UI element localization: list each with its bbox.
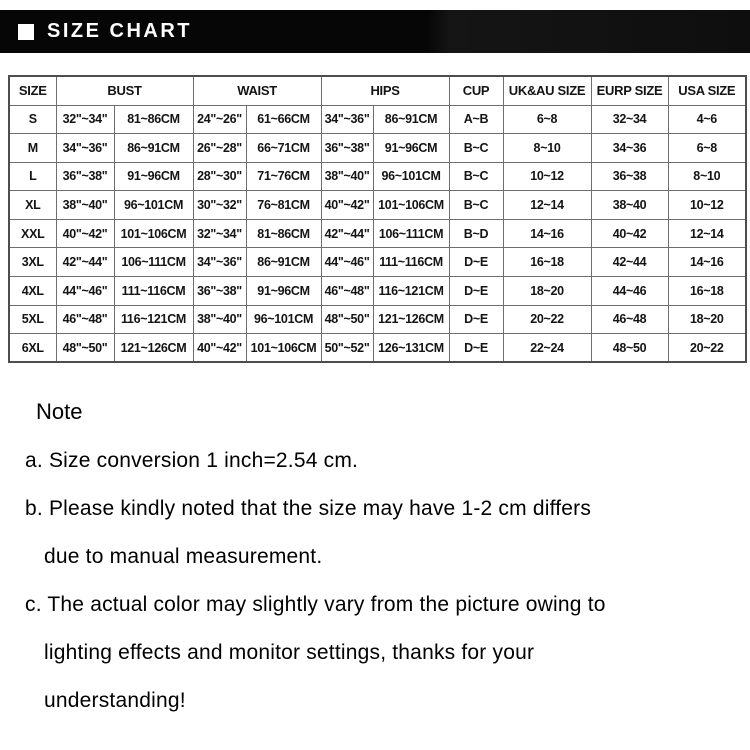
value-cell: 86~91CM <box>114 134 193 163</box>
note-line: c. The actual color may slightly vary from the picture owing to <box>25 593 606 617</box>
column-header: WAIST <box>193 76 321 105</box>
value-cell: 86~91CM <box>246 248 321 277</box>
size-cell: M <box>9 134 56 163</box>
size-cell: 3XL <box>9 248 56 277</box>
table-row <box>9 305 746 334</box>
note-line: a. Size conversion 1 inch=2.54 cm. <box>25 449 359 473</box>
value-cell: 121~126CM <box>373 305 449 334</box>
value-cell: 4~6 <box>668 105 746 134</box>
value-cell: 71~76CM <box>246 162 321 191</box>
value-cell: 50"~52" <box>321 334 373 363</box>
value-cell: 101~106CM <box>373 191 449 220</box>
value-cell: 42"~44" <box>56 248 114 277</box>
value-cell: 12~14 <box>503 191 591 220</box>
value-cell: 14~16 <box>503 219 591 248</box>
value-cell: A~B <box>449 105 503 134</box>
table-row <box>9 134 746 163</box>
value-cell: 32"~34" <box>193 219 246 248</box>
value-cell: 38"~40" <box>193 305 246 334</box>
table-row <box>9 105 746 134</box>
value-cell: 44~46 <box>591 277 668 306</box>
value-cell: 42~44 <box>591 248 668 277</box>
page-title: SIZE CHART <box>47 20 192 42</box>
table-row <box>9 219 746 248</box>
value-cell: 8~10 <box>668 162 746 191</box>
size-cell: S <box>9 105 56 134</box>
table-row <box>9 277 746 306</box>
column-header: HIPS <box>321 76 449 105</box>
value-cell: 30"~32" <box>193 191 246 220</box>
value-cell: 20~22 <box>668 334 746 363</box>
table-header-row <box>9 76 746 105</box>
value-cell: 126~131CM <box>373 334 449 363</box>
value-cell: 76~81CM <box>246 191 321 220</box>
value-cell: 48~50 <box>591 334 668 363</box>
value-cell: 106~111CM <box>114 248 193 277</box>
value-cell: 66~71CM <box>246 134 321 163</box>
value-cell: 24"~26" <box>193 105 246 134</box>
table-row <box>9 334 746 363</box>
notes-section <box>0 400 750 712</box>
value-cell: 96~101CM <box>114 191 193 220</box>
note-line: understanding! <box>44 689 186 713</box>
value-cell: D~E <box>449 277 503 306</box>
value-cell: 91~96CM <box>246 277 321 306</box>
value-cell: 46~48 <box>591 305 668 334</box>
size-cell: 6XL <box>9 334 56 363</box>
table-row <box>9 248 746 277</box>
size-cell: 5XL <box>9 305 56 334</box>
value-cell: 116~121CM <box>114 305 193 334</box>
size-cell: XXL <box>9 219 56 248</box>
size-cell: XL <box>9 191 56 220</box>
value-cell: 38"~40" <box>321 162 373 191</box>
value-cell: 8~10 <box>503 134 591 163</box>
notes-title: Note <box>36 399 83 425</box>
square-bullet-icon <box>18 24 34 40</box>
value-cell: B~C <box>449 162 503 191</box>
value-cell: 91~96CM <box>114 162 193 191</box>
value-cell: 34"~36" <box>193 248 246 277</box>
note-line: b. Please kindly noted that the size may have 1-2 cm differs <box>25 497 592 521</box>
value-cell: 111~116CM <box>373 248 449 277</box>
column-header: UK&AU SIZE <box>503 76 591 105</box>
notes-list <box>0 449 750 712</box>
value-cell: 26"~28" <box>193 134 246 163</box>
value-cell: 22~24 <box>503 334 591 363</box>
value-cell: 18~20 <box>668 305 746 334</box>
value-cell: D~E <box>449 305 503 334</box>
value-cell: 40~42 <box>591 219 668 248</box>
value-cell: 16~18 <box>668 277 746 306</box>
size-chart-page <box>0 10 750 750</box>
value-cell: D~E <box>449 248 503 277</box>
value-cell: 91~96CM <box>373 134 449 163</box>
value-cell: 6~8 <box>503 105 591 134</box>
value-cell: 28"~30" <box>193 162 246 191</box>
value-cell: 96~101CM <box>373 162 449 191</box>
column-header: BUST <box>56 76 193 105</box>
size-chart-table <box>8 75 747 363</box>
column-header: SIZE <box>9 76 56 105</box>
value-cell: 81~86CM <box>114 105 193 134</box>
size-cell: 4XL <box>9 277 56 306</box>
value-cell: 32~34 <box>591 105 668 134</box>
value-cell: 40"~42" <box>321 191 373 220</box>
table-row <box>9 191 746 220</box>
value-cell: 10~12 <box>668 191 746 220</box>
value-cell: 40"~42" <box>193 334 246 363</box>
value-cell: 16~18 <box>503 248 591 277</box>
value-cell: B~C <box>449 191 503 220</box>
value-cell: 101~106CM <box>246 334 321 363</box>
note-line: due to manual measurement. <box>44 545 323 569</box>
value-cell: 32"~34" <box>56 105 114 134</box>
value-cell: 36~38 <box>591 162 668 191</box>
value-cell: B~C <box>449 134 503 163</box>
value-cell: 42"~44" <box>321 219 373 248</box>
table-row <box>9 162 746 191</box>
value-cell: 38~40 <box>591 191 668 220</box>
value-cell: 12~14 <box>668 219 746 248</box>
section-header-bar <box>0 10 750 53</box>
value-cell: 36"~38" <box>56 162 114 191</box>
value-cell: 6~8 <box>668 134 746 163</box>
value-cell: 34"~36" <box>56 134 114 163</box>
value-cell: 10~12 <box>503 162 591 191</box>
value-cell: 34~36 <box>591 134 668 163</box>
value-cell: 44"~46" <box>321 248 373 277</box>
value-cell: 36"~38" <box>321 134 373 163</box>
value-cell: 18~20 <box>503 277 591 306</box>
size-cell: L <box>9 162 56 191</box>
value-cell: 106~111CM <box>373 219 449 248</box>
value-cell: 46"~48" <box>56 305 114 334</box>
column-header: USA SIZE <box>668 76 746 105</box>
value-cell: 101~106CM <box>114 219 193 248</box>
value-cell: 34"~36" <box>321 105 373 134</box>
value-cell: 116~121CM <box>373 277 449 306</box>
value-cell: 38"~40" <box>56 191 114 220</box>
note-line: lighting effects and monitor settings, thanks for your <box>44 641 535 665</box>
value-cell: B~D <box>449 219 503 248</box>
value-cell: 44"~46" <box>56 277 114 306</box>
value-cell: 96~101CM <box>246 305 321 334</box>
value-cell: 48"~50" <box>321 305 373 334</box>
value-cell: 81~86CM <box>246 219 321 248</box>
value-cell: 14~16 <box>668 248 746 277</box>
column-header: CUP <box>449 76 503 105</box>
value-cell: 36"~38" <box>193 277 246 306</box>
value-cell: 48"~50" <box>56 334 114 363</box>
column-header: EURP SIZE <box>591 76 668 105</box>
value-cell: 111~116CM <box>114 277 193 306</box>
value-cell: 86~91CM <box>373 105 449 134</box>
value-cell: 61~66CM <box>246 105 321 134</box>
value-cell: D~E <box>449 334 503 363</box>
value-cell: 121~126CM <box>114 334 193 363</box>
value-cell: 40"~42" <box>56 219 114 248</box>
value-cell: 20~22 <box>503 305 591 334</box>
value-cell: 46"~48" <box>321 277 373 306</box>
